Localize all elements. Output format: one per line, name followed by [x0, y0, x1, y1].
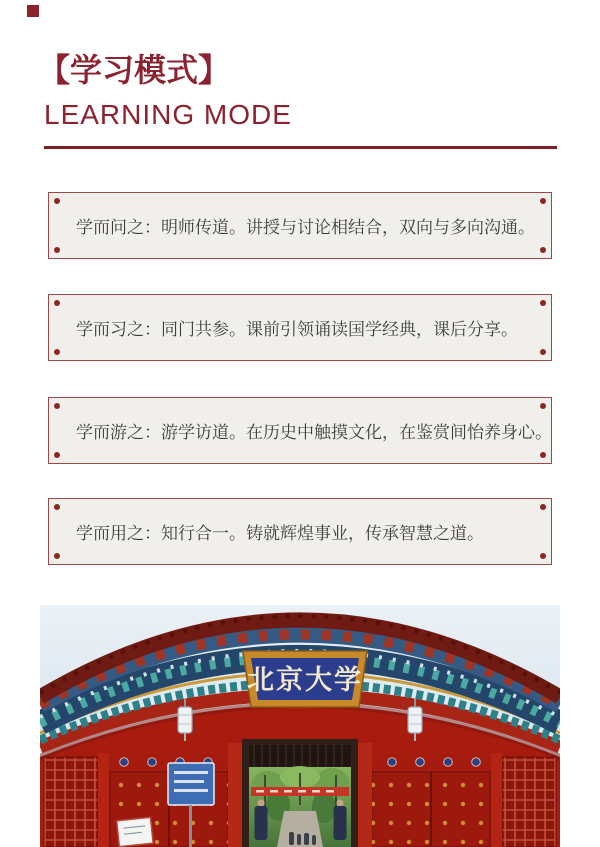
- header-rule: [44, 146, 557, 149]
- mode-box-3: [48, 397, 552, 464]
- corner-dot: [54, 403, 60, 409]
- corner-dot: [54, 553, 60, 559]
- left-inner-column: [228, 743, 242, 847]
- mode-text-2: 学而习之：同门共参。课前引领诵读国学经典，课后分享。: [76, 320, 518, 339]
- plaque-text: 北京大学: [247, 665, 363, 695]
- corner-dot: [54, 198, 60, 204]
- right-lattice-panel: [502, 757, 556, 847]
- mode-text-3: 学而游之：游学访道。在历史中触摸文化，在鉴赏间怡养身心。: [76, 423, 552, 442]
- mode-box-1: [48, 192, 552, 259]
- central-doorway: [242, 739, 358, 847]
- left-lattice-panel: [44, 757, 98, 847]
- left-outer-column: [98, 753, 109, 847]
- mode-box-2: [48, 294, 552, 361]
- corner-dot: [54, 349, 60, 355]
- mode-text-4: 学而用之：知行合一。铸就辉煌事业，传承智慧之道。: [76, 524, 484, 543]
- right-inner-column: [358, 743, 372, 847]
- section-title-en: LEARNING MODE: [44, 99, 292, 130]
- right-outer-column: [491, 753, 502, 847]
- corner-dot: [54, 504, 60, 510]
- section-title-cn: 【学习模式】: [38, 52, 231, 88]
- mode-text-1: 学而问之：明师传道。讲授与讨论相结合，双向与多向沟通。: [76, 218, 535, 237]
- gate-illustration: [40, 605, 560, 847]
- white-sign-board: [117, 817, 154, 846]
- corner-dot: [54, 247, 60, 253]
- mode-box-4: [48, 498, 552, 565]
- corner-dot: [54, 300, 60, 306]
- page-corner-marker: [27, 5, 39, 17]
- corner-dot: [54, 452, 60, 458]
- plaque: [243, 651, 367, 707]
- university-gate-photo: [40, 605, 560, 847]
